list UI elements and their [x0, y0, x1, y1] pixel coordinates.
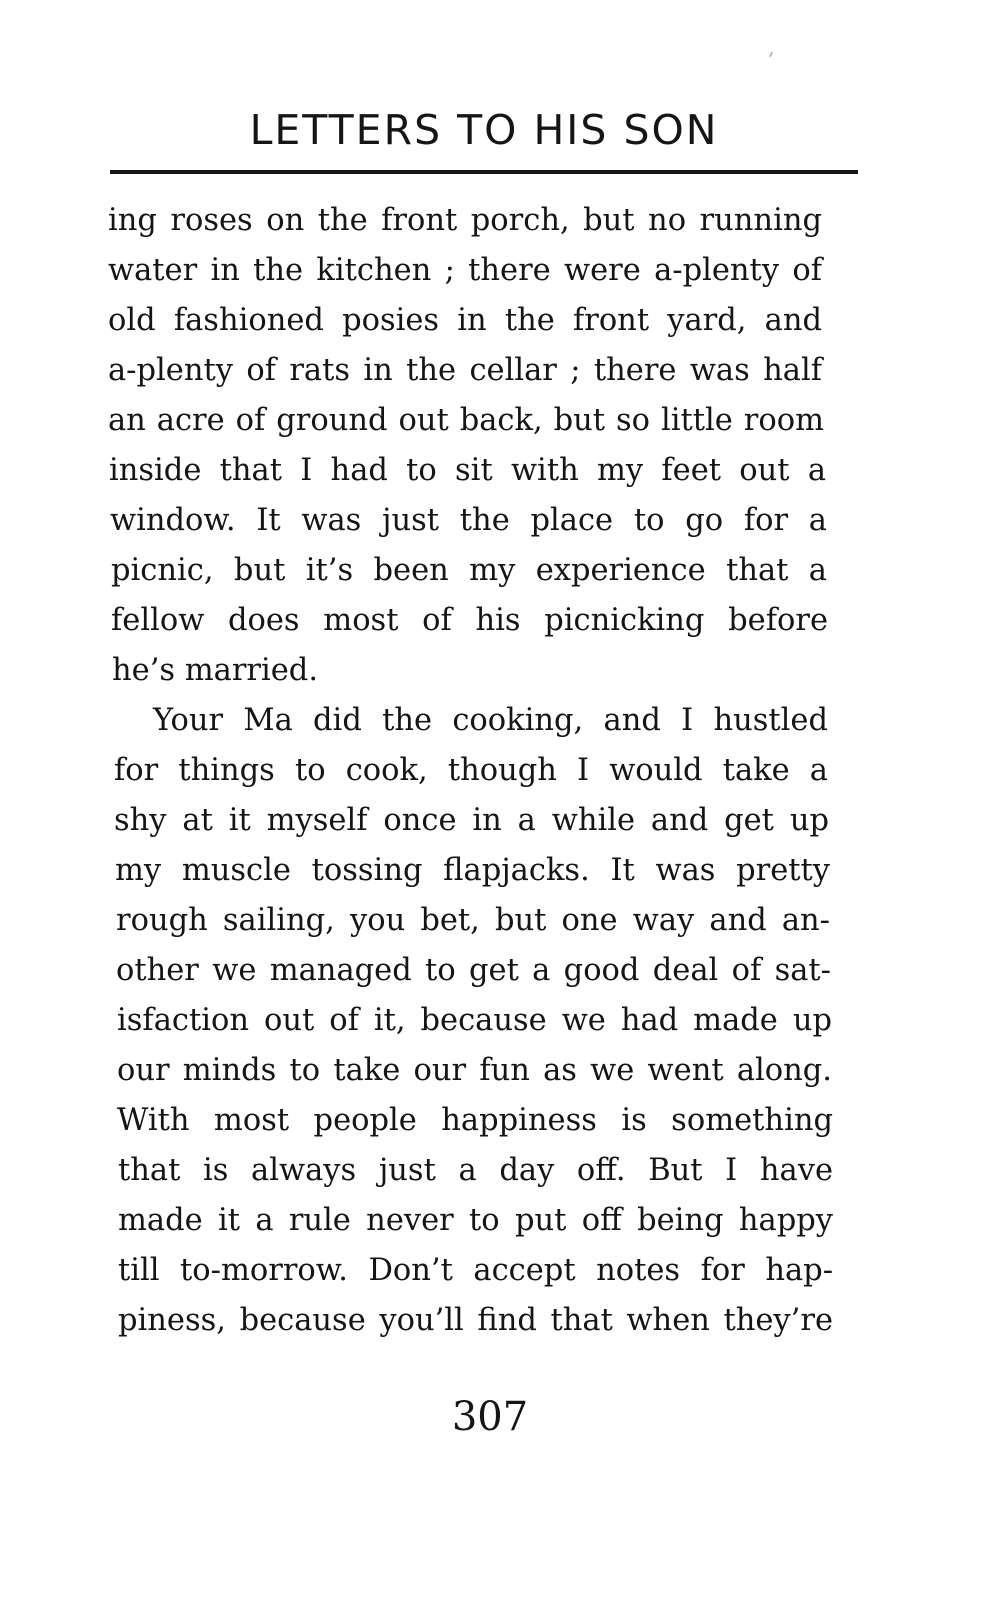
- text-line: an acre of ground out back, but so little room: [108, 403, 824, 438]
- text-line: our minds to take our fun as we went along.: [117, 1053, 832, 1088]
- text-line: my muscle tossing flapjacks. It was pretty: [115, 853, 830, 888]
- running-title: LETTERS TO HIS SON: [249, 106, 719, 154]
- text-line: isfaction out of it, because we had made up: [117, 1003, 832, 1038]
- text-line: he’s married.: [112, 653, 319, 688]
- text-line: water in the kitchen ; there were a-plenty of: [108, 253, 822, 288]
- scan-speck: [769, 52, 773, 57]
- text-line: With most people happiness is something: [117, 1103, 833, 1138]
- text-line: made it a rule never to put off being happy: [118, 1203, 833, 1238]
- text-line: inside that I had to sit with my feet out a: [109, 453, 826, 488]
- text-line: shy at it myself once in a while and get up: [114, 803, 829, 838]
- text-line: picnic, but it’s been my experience that a: [111, 553, 827, 588]
- text-line: Your Ma did the cooking, and I hustled: [153, 703, 828, 738]
- text-line: for things to cook, though I would take a: [114, 753, 828, 788]
- text-line: old fashioned posies in the front yard, and: [108, 303, 822, 338]
- text-line: till to-morrow. Don’t accept notes for hap-: [118, 1253, 833, 1288]
- text-line: that is always just a day off. But I have: [118, 1153, 833, 1188]
- text-line: ing roses on the front porch, but no running: [108, 203, 822, 238]
- page-number: 307: [451, 1394, 529, 1440]
- text-line: piness, because you’ll find that when they’re: [118, 1303, 833, 1338]
- text-line: window. It was just the place to go for a: [110, 503, 827, 538]
- text-line: rough sailing, you bet, but one way and an-: [116, 903, 830, 938]
- header-rule: [110, 170, 858, 174]
- text-line: fellow does most of his picnicking before: [111, 603, 828, 638]
- text-line: other we managed to get a good deal of sat-: [116, 953, 831, 988]
- text-line: a-plenty of rats in the cellar ; there was half: [108, 353, 822, 388]
